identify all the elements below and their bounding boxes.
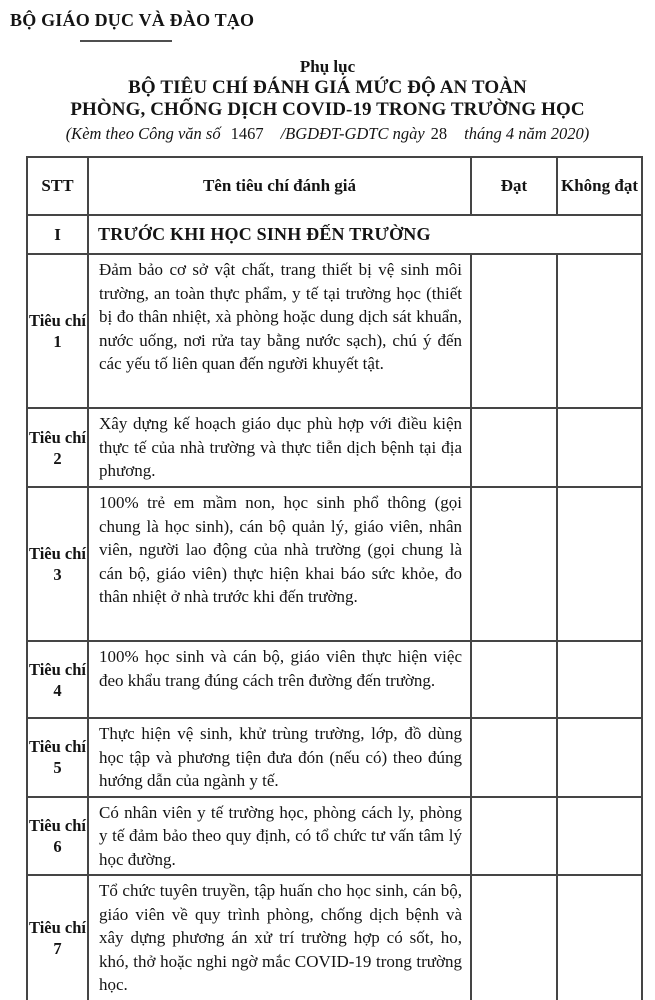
criteria-row-3 xyxy=(27,487,642,641)
col-header-criteria: Tên tiêu chí đánh giá xyxy=(88,157,471,215)
ministry-underline xyxy=(80,40,172,42)
criteria-text-1: Đảm bảo cơ sở vật chất, trang thiết bị vệ sinh môi trường, an toàn thực phẩm, y tế tại trường học (thiết bị đo thân nhiệt, xà phòng hoặc dung dịch sát khuẩn, nước uống, nơi rửa tay bằng nước sạch), chú ý đến các yếu tố liên quan đến người khuyết tật. xyxy=(88,254,471,408)
pass-cell-5 xyxy=(471,718,557,797)
fail-cell-4 xyxy=(557,641,642,718)
fail-cell-2 xyxy=(557,408,642,487)
pass-cell-2 xyxy=(471,408,557,487)
criteria-row-1 xyxy=(27,254,642,408)
attachment-note xyxy=(0,123,655,144)
criteria-label-1: Tiêu chí 1 xyxy=(27,254,88,408)
appendix-label: Phụ lục xyxy=(299,57,356,76)
section-title: TRƯỚC KHI HỌC SINH ĐẾN TRƯỜNG xyxy=(88,215,642,254)
pass-cell-3 xyxy=(471,487,557,641)
criteria-label-7: Tiêu chí 7 xyxy=(27,875,88,1000)
pass-cell-4 xyxy=(471,641,557,718)
criteria-text-6: Có nhân viên y tế trường học, phòng cách ly, phòng y tế đảm bảo theo quy định, có tổ chức tư vấn tâm lý học đường. xyxy=(88,797,471,876)
fail-cell-3 xyxy=(557,487,642,641)
criteria-text-2: Xây dựng kế hoạch giáo dục phù hợp với điều kiện thực tế của nhà trường và thực tiễn dịch bệnh tại địa phương. xyxy=(88,408,471,487)
criteria-label-3: Tiêu chí 3 xyxy=(27,487,88,641)
fail-cell-7 xyxy=(557,875,642,1000)
criteria-text-5: Thực hiện vệ sinh, khử trùng trường, lớp, đồ dùng học tập và phương tiện đưa đón (nếu có) theo đúng hướng dẫn của ngành y tế. xyxy=(88,718,471,797)
criteria-row-7 xyxy=(27,875,642,1000)
criteria-row-6 xyxy=(27,797,642,876)
col-header-fail: Không đạt xyxy=(557,157,642,215)
section-numeral: I xyxy=(27,215,88,254)
criteria-label-5: Tiêu chí 5 xyxy=(27,718,88,797)
doc-title-line1: BỘ TIÊU CHÍ ĐÁNH GIÁ MỨC ĐỘ AN TOÀN xyxy=(128,77,527,98)
table-header-row xyxy=(27,157,642,215)
attachment-middle: /BGDĐT-GDTC ngày xyxy=(280,124,425,143)
pass-cell-7 xyxy=(471,875,557,1000)
fail-cell-1 xyxy=(557,254,642,408)
criteria-row-4 xyxy=(27,641,642,718)
criteria-table xyxy=(26,156,643,1000)
criteria-row-2 xyxy=(27,408,642,487)
col-header-stt: STT xyxy=(27,157,88,215)
document-day: 28 xyxy=(430,124,448,143)
pass-cell-1 xyxy=(471,254,557,408)
criteria-row-5 xyxy=(27,718,642,797)
criteria-text-4: 100% học sinh và cán bộ, giáo viên thực hiện việc đeo khẩu trang đúng cách trên đường đến trường. xyxy=(88,641,471,718)
criteria-label-4: Tiêu chí 4 xyxy=(27,641,88,718)
fail-cell-6 xyxy=(557,797,642,876)
pass-cell-6 xyxy=(471,797,557,876)
attachment-suffix: tháng 4 năm 2020) xyxy=(464,124,590,143)
col-header-pass: Đạt xyxy=(471,157,557,215)
criteria-label-6: Tiêu chí 6 xyxy=(27,797,88,876)
section-row xyxy=(27,215,642,254)
attachment-prefix: (Kèm theo Công văn số xyxy=(65,124,221,143)
fail-cell-5 xyxy=(557,718,642,797)
doc-title-line2: PHÒNG, CHỐNG DỊCH COVID-19 TRONG TRƯỜNG HỌC xyxy=(70,99,585,120)
ministry-name: BỘ GIÁO DỤC VÀ ĐÀO TẠO xyxy=(10,10,255,30)
criteria-text-3: 100% trẻ em mầm non, học sinh phổ thông (gọi chung là học sinh), cán bộ quản lý, giáo viên, nhân viên, người lao động của nhà trường (gọi chung là cán bộ, giáo viên) thực hiện khai báo sức khỏe, đo thân nhiệt ở nhà trước khi đến trường. xyxy=(88,487,471,641)
criteria-text-7: Tổ chức tuyên truyền, tập huấn cho học sinh, cán bộ, giáo viên về quy trình phòng, chống dịch bệnh và xây dựng phương án xử trí trường hợp có sốt, ho, khó, thở hoặc nghi ngờ mắc COVID-19 trong trường học. xyxy=(88,875,471,1000)
criteria-label-2: Tiêu chí 2 xyxy=(27,408,88,487)
document-number: 1467 xyxy=(230,124,264,143)
